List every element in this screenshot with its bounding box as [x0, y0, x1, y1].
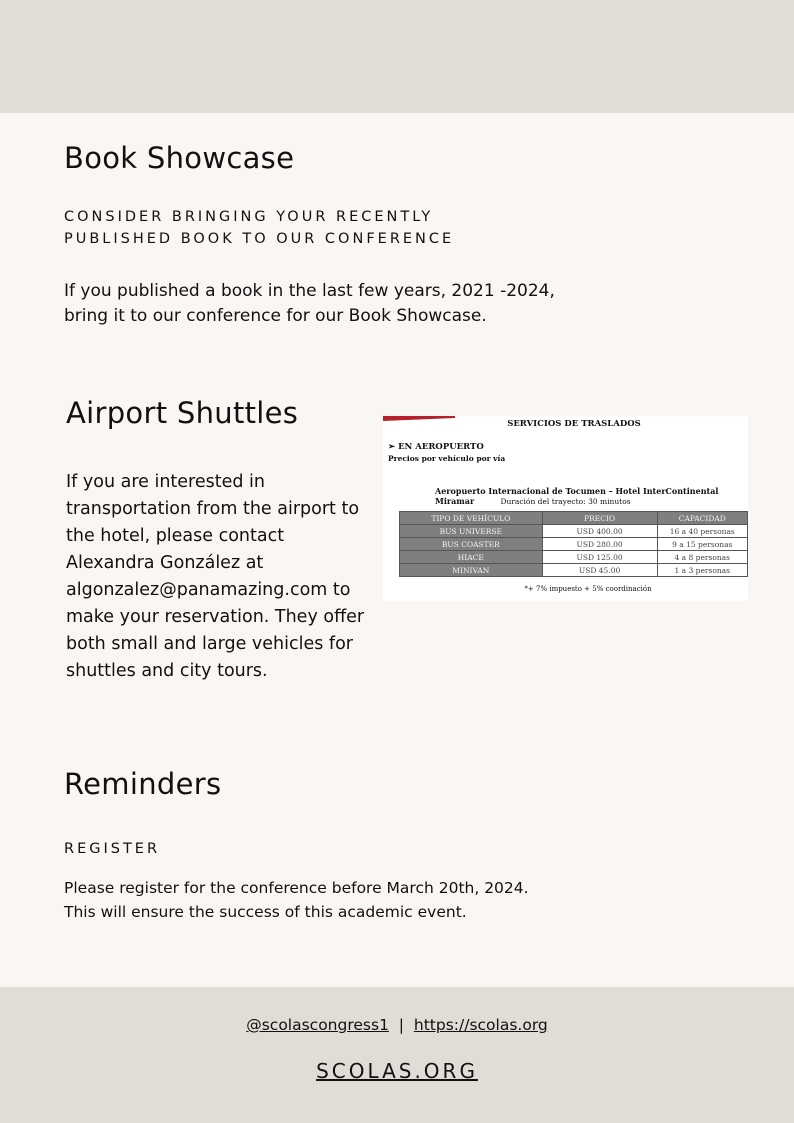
shuttle-image-footnote: *+ 7% impuesto + 5% coordinación: [524, 585, 652, 593]
shuttle-image-duration: Duración del trayecto: 30 minutos: [500, 497, 631, 506]
table-cell-vehicle: MINIVAN: [400, 564, 543, 577]
table-cell-capacity: 4 a 8 personas: [657, 551, 748, 564]
book-showcase-text: If you published a book in the last few years, 2021 -2024, bring it to our conference for our Book Showcase.: [64, 281, 555, 326]
table-header-price: PRECIO: [542, 512, 657, 525]
table-cell-vehicle: BUS UNIVERSE: [400, 525, 543, 538]
site-footer-link[interactable]: [0, 1059, 794, 1083]
shuttle-image-prices-note: Precios por vehículo por vía: [388, 454, 506, 463]
shuttle-price-table: [399, 511, 748, 577]
table-cell-capacity: 16 a 40 personas: [657, 525, 748, 538]
table-row: [400, 551, 748, 564]
site-footer-text: SCOLAS.ORG: [316, 1059, 478, 1083]
shuttle-image-heading: SERVICIOS DE TRASLADOS: [507, 419, 641, 429]
social-handle-link[interactable]: @scolascongress1: [246, 1016, 389, 1034]
top-band: [0, 0, 794, 113]
table-header-vehicle: TIPO DE VEHÍCULO: [400, 512, 543, 525]
table-cell-price: USD 400.00: [542, 525, 657, 538]
table-cell-price: USD 125.00: [542, 551, 657, 564]
shuttle-services-image: [383, 416, 748, 601]
table-row: [400, 538, 748, 551]
table-row: [400, 564, 748, 577]
shuttle-image-route: Aeropuerto Internacional de Tocumen – Hotel InterContinental Miramar: [435, 486, 719, 506]
book-showcase-subtitle-line2: PUBLISHED BOOK TO OUR CONFERENCE: [64, 231, 455, 247]
shuttle-image-section: ➢ EN AEROPUERTO: [388, 442, 484, 452]
book-showcase-title: Book Showcase: [64, 141, 295, 175]
reminders-subtitle: REGISTER: [64, 841, 161, 857]
table-header-capacity: CAPACIDAD: [657, 512, 748, 525]
reminders-title: Reminders: [64, 767, 222, 801]
airport-shuttles-text: If you are interested in transportation from the airport to the hotel, please contact Alexandra González at algonzalez@panamazing.com to make your reservation. They offer both small and large vehicles for shuttles and city tours.: [66, 472, 365, 681]
table-cell-capacity: 1 a 3 personas: [657, 564, 748, 577]
table-cell-price: USD 280.00: [542, 538, 657, 551]
table-cell-price: USD 45.00: [542, 564, 657, 577]
footer-separator: |: [398, 1016, 405, 1034]
table-cell-capacity: 9 a 15 personas: [657, 538, 748, 551]
table-cell-vehicle: BUS COASTER: [400, 538, 543, 551]
reminders-text: Please register for the conference before March 20th, 2024. This will ensure the success of this academic event.: [64, 879, 529, 921]
footer-social-line: [0, 1016, 794, 1034]
book-showcase-subtitle-line1: CONSIDER BRINGING YOUR RECENTLY: [64, 209, 434, 225]
airport-shuttles-title: Airport Shuttles: [66, 396, 299, 430]
table-header-row: [400, 512, 748, 525]
book-showcase-subtitle: [64, 206, 484, 250]
table-cell-vehicle: HIACE: [400, 551, 543, 564]
website-link[interactable]: https://scolas.org: [413, 1016, 548, 1034]
table-row: [400, 525, 748, 538]
footer-band: [0, 987, 794, 1123]
